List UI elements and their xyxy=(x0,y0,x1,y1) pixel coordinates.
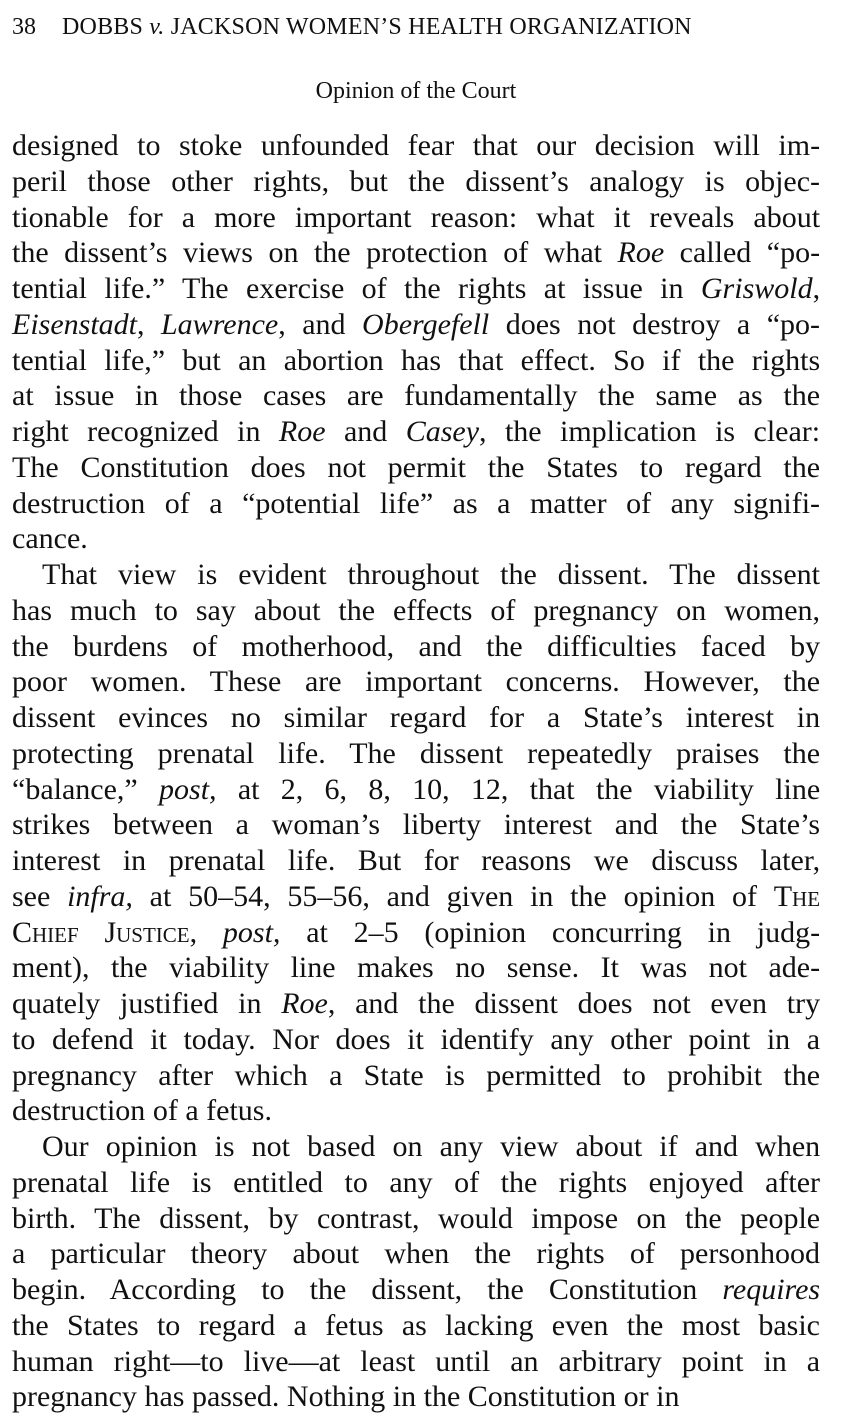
text-line: cance. xyxy=(12,522,88,556)
text-line: Chief Justice, post, at 2–5 (opinion concurring in judg- xyxy=(12,915,821,949)
text-line: protecting prenatal life. The dissent repeatedly praises the xyxy=(12,736,821,770)
text-line: begin. According to the dissent, the Constitution requires xyxy=(12,1273,821,1306)
text-line: strikes between a woman’s liberty interest and the State’s xyxy=(12,808,821,842)
text-line: human right—to live—at least until an arbitrary point in a xyxy=(12,1344,821,1378)
section-subheading: Opinion of the Court xyxy=(315,78,517,104)
page-number: 38 xyxy=(12,14,36,40)
paragraph xyxy=(12,128,820,557)
running-header xyxy=(12,12,820,42)
text-line: Eisenstadt, Lawrence, and Obergefell does not destroy a “po- xyxy=(12,307,821,341)
text-line: see infra, at 50–54, 55–56, and given in the opinion of The xyxy=(12,879,821,913)
text-line: dissent evinces no similar regard for a State’s interest in xyxy=(12,701,821,734)
text-line: That view is evident throughout the dissent. The dissent xyxy=(42,558,821,591)
text-line: at issue in those cases are fundamentally the same as the xyxy=(12,379,821,413)
paragraph xyxy=(12,1129,820,1415)
opinion-body xyxy=(12,128,820,1415)
paragraph xyxy=(12,557,820,1129)
text-line: tential life,” but an abortion has that effect. So if the rights xyxy=(12,343,821,377)
text-line: designed to stoke unfounded fear that our decision will im- xyxy=(12,129,821,162)
text-line: poor women. These are important concerns. However, the xyxy=(12,665,821,699)
text-line: destruction of a “potential life” as a matter of any signifi- xyxy=(12,486,821,520)
text-line: tionable for a more important reason: what it reveals about xyxy=(12,200,821,234)
text-line: quately justified in Roe, and the dissent does not even try xyxy=(12,987,821,1020)
text-line: to defend it today. Nor does it identify any other point in a xyxy=(12,1022,821,1056)
text-line: the States to regard a fetus as lacking even the most basic xyxy=(12,1308,820,1342)
text-line: pregnancy has passed. Nothing in the Constitution or in xyxy=(12,1380,680,1414)
case-title: DOBBS v. JACKSON WOMEN’S HEALTH ORGANIZATION xyxy=(62,14,692,40)
text-line: pregnancy after which a State is permitted to prohibit the xyxy=(12,1058,821,1092)
text-line: birth. The dissent, by contrast, would impose on the people xyxy=(12,1201,821,1235)
text-line: The Constitution does not permit the States to regard the xyxy=(12,450,821,484)
text-line: interest in prenatal life. But for reasons we discuss later, xyxy=(12,844,821,877)
text-line: tential life.” The exercise of the rights at issue in Griswold, xyxy=(12,272,821,305)
text-line: ment), the viability line makes no sense. It was not ade- xyxy=(12,951,821,985)
text-line: Our opinion is not based on any view about if and when xyxy=(42,1130,821,1163)
text-line: a particular theory about when the rights of personhood xyxy=(12,1237,821,1271)
text-line: has much to say about the effects of pregnancy on women, xyxy=(12,593,821,627)
text-line: peril those other rights, but the dissent’s analogy is objec- xyxy=(12,164,821,198)
text-line: the dissent’s views on the protection of what Roe called “po- xyxy=(12,236,821,270)
text-line: “balance,” post, at 2, 6, 8, 10, 12, that the viability line xyxy=(12,772,821,806)
text-line: destruction of a fetus. xyxy=(12,1094,272,1128)
text-line: the burdens of motherhood, and the difficulties faced by xyxy=(12,629,821,663)
text-line: right recognized in Roe and Casey, the implication is clear: xyxy=(12,415,821,448)
text-line: prenatal life is entitled to any of the rights enjoyed after xyxy=(12,1165,821,1199)
